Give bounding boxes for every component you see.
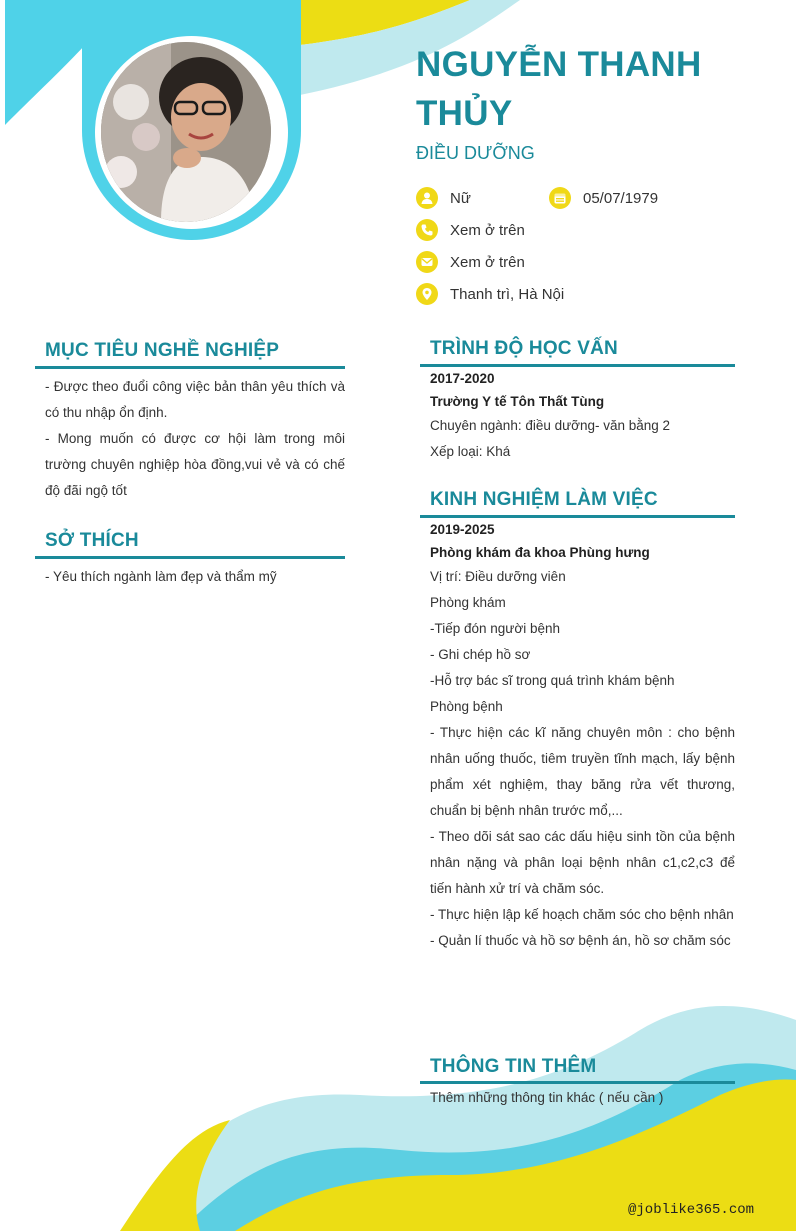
- experience-line: - Quản lí thuốc và hồ sơ bệnh án, hồ sơ chăm sóc: [430, 933, 731, 948]
- experience-line: Phòng khám: [430, 595, 506, 610]
- mail-icon: [416, 251, 438, 273]
- experience-line: -Hỗ trợ bác sĩ trong quá trình khám bệnh: [430, 673, 675, 688]
- experience-line: - Thực hiện các kĩ năng chuyên môn : cho bệnh nhân uống thuốc, tiêm truyền tĩnh mạch, lấy bệnh phẩm xét nghiệm, thay băng rửa vết thương, chuẩn bị bệnh nhân trước mổ,...: [430, 725, 735, 818]
- experience-line: - Theo dõi sát sao các dấu hiệu sinh tồn của bệnh nhân nặng và phân loại bệnh nhân c1,c2,c3 để tiến hành xử trí và chăm sóc.: [430, 829, 735, 896]
- experience-line: -Tiếp đón người bệnh: [430, 621, 560, 636]
- extra-text: [430, 1085, 735, 1111]
- experience-line: - Ghi chép hồ sơ: [430, 647, 531, 662]
- education-school: Trường Y tế Tôn Thất Tùng: [430, 394, 605, 409]
- experience-details: [430, 564, 735, 954]
- education-period-block: [430, 367, 735, 413]
- location-icon: [416, 283, 438, 305]
- address-value: Thanh trì, Hà Nội: [450, 285, 565, 303]
- gender-value: Nữ: [450, 189, 471, 207]
- experience-line: - Thực hiện lập kế hoạch chăm sóc cho bệnh nhân: [430, 907, 734, 922]
- hobbies-text: [45, 564, 345, 590]
- hobby-line: - Yêu thích ngành làm đẹp và thẩm mỹ: [45, 569, 277, 584]
- education-period: 2017-2020: [430, 371, 495, 386]
- hobbies-divider: [35, 556, 345, 559]
- experience-period-block: [430, 518, 735, 564]
- hobbies-title: SỞ THÍCH: [45, 530, 139, 551]
- avatar: [101, 42, 271, 222]
- experience-line: Vị trí: Điều dưỡng viên: [430, 569, 566, 584]
- phone-icon: [416, 219, 438, 241]
- address-row: [416, 282, 564, 306]
- phone-value: Xem ở trên: [450, 221, 525, 239]
- gender-row: [416, 186, 471, 210]
- extra-line: Thêm những thông tin khác ( nếu cần ): [430, 1090, 664, 1105]
- experience-period: 2019-2025: [430, 522, 495, 537]
- calendar-icon: [549, 187, 571, 209]
- extra-title: THÔNG TIN THÊM: [430, 1056, 597, 1077]
- objective-line: - Được theo đuổi công việc bản thân yêu thích và có thu nhập ổn định.: [45, 379, 345, 420]
- extra-divider: [420, 1081, 735, 1084]
- phone-row: [416, 218, 525, 242]
- education-title: TRÌNH ĐỘ HỌC VẤN: [430, 338, 618, 359]
- education-details: [430, 413, 735, 465]
- candidate-name: NGUYỄN THANH THỦY: [416, 45, 702, 133]
- education-line: Xếp loại: Khá: [430, 444, 511, 459]
- email-row: [416, 250, 525, 274]
- birthday-row: [549, 186, 658, 210]
- objective-text: [45, 374, 345, 504]
- experience-line: Phòng bệnh: [430, 699, 503, 714]
- user-icon: [416, 187, 438, 209]
- experience-company: Phòng khám đa khoa Phùng hưng: [430, 545, 650, 560]
- email-value: Xem ở trên: [450, 253, 525, 271]
- objective-divider: [35, 366, 345, 369]
- watermark: @joblike365.com: [628, 1202, 755, 1218]
- objective-line: - Mong muốn có được cơ hội làm trong môi trường chuyên nghiệp hòa đồng,vui vẻ và có chế độ đãi ngộ tốt: [45, 431, 345, 498]
- birthday-value: 05/07/1979: [583, 189, 659, 207]
- candidate-role: ĐIỀU DƯỠNG: [416, 143, 535, 163]
- objective-title: MỤC TIÊU NGHỀ NGHIỆP: [45, 340, 280, 361]
- experience-title: KINH NGHIỆM LÀM VIỆC: [430, 489, 658, 510]
- education-line: Chuyên ngành: điều dưỡng- văn bằng 2: [430, 418, 671, 433]
